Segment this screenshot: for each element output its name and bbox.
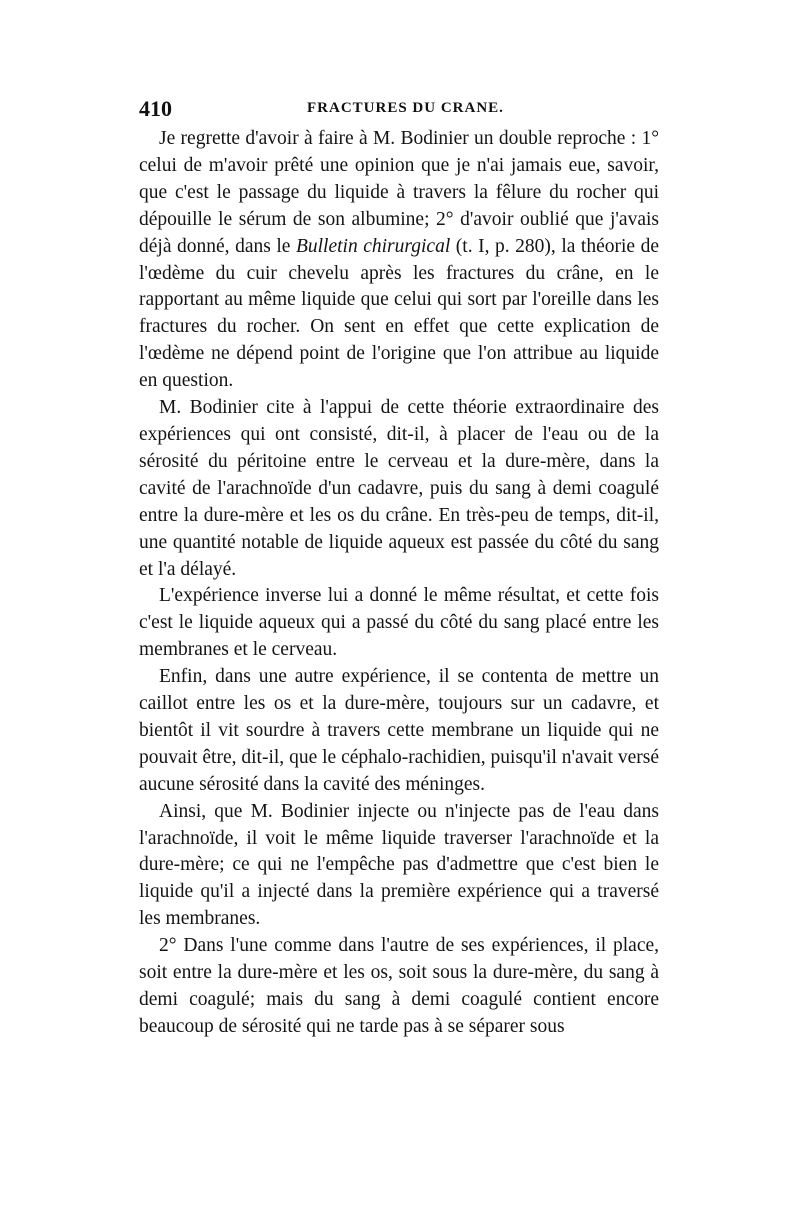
page-header [139,96,659,122]
page-number: 410 [139,96,172,121]
paragraph-1-text-start: Je regrette d'avoir à faire à M. Bodinier un double reproche : 1° celui de m'avoir prêté une opinion que je n'ai jamais eue, savoir, que c'est le passage du liquide à travers la fêlure du rocher qui dépouille le sérum de son albumine; 2° d'avoir oublié que j'avais déjà donné, dans le [139,128,659,257]
paragraph-6: 2° Dans l'une comme dans l'autre de ses expériences, il place, soit entre la dure-mère et les os, soit sous la dure-mère, du sang à demi coagulé; mais du sang à demi coagulé contient encore beaucoup de sérosité qui ne tarde pas à se séparer sous [139,935,659,1037]
running-title: FRACTURES DU CRANE. [307,100,504,116]
body-text [139,126,659,1041]
paragraph-1-text-end: (t. I, p. 280), la théorie de l'œdème du cuir chevelu après les fractures du crâne, en le rapportant au même liquide que celui qui sort par l'oreille dans les fractures du rocher. On sent en effet que cette explication de l'œdème ne dépend point de l'origine que l'on attribue au liquide en question. [139,235,660,392]
paragraph-1 [139,126,659,395]
paragraph-3: L'expérience inverse lui a donné le même résultat, et cette fois c'est le liquide aqueux qui a passé du côté du sang placé entre les membranes et le cerveau. [139,585,659,661]
paragraph-4: Enfin, dans une autre expérience, il se contenta de mettre un caillot entre les os et la dure-mère, toujours sur un cadavre, et bientôt il vit sourdre à travers cette membrane un liquide qui ne pouvait être, dit-il, que le céphalo-rachidien, puisqu'il n'avait versé aucune sérosité dans la cavité des méninges. [139,666,659,795]
paragraph-2: M. Bodinier cite à l'appui de cette théorie extraordinaire des expériences qui ont consisté, dit-il, à placer de l'eau ou de la sérosité du péritoine entre le cerveau et la dure-mère, dans la cavité de l'arachnoïde d'un cadavre, puis du sang à demi coagulé entre la dure-mère et les os du crâne. En très-peu de temps, dit-il, une quantité notable de liquide aqueux est passée du côté du sang et l'a délayé. [139,397,659,580]
journal-title-italic: Bulletin chirurgical [295,235,451,257]
paragraph-5: Ainsi, que M. Bodinier injecte ou n'injecte pas de l'eau dans l'arachnoïde, il voit le même liquide traverser l'arachnoïde et la dure-mère; ce qui ne l'empêche pas d'admettre que c'est bien le liquide qu'il a injecté dans la première expérience qui a traversé les membranes. [139,800,659,930]
book-page [139,96,659,1041]
